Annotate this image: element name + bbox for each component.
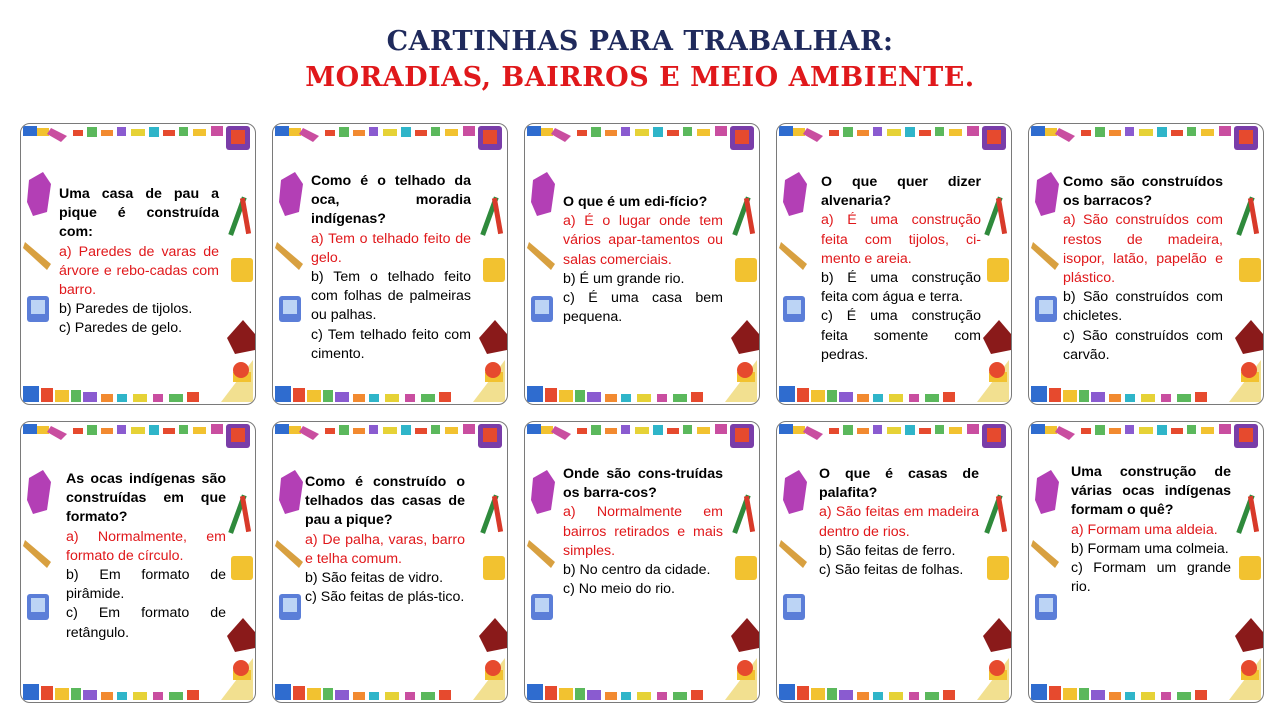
bottom-border-decoration [275,658,505,700]
card-text [66,470,226,643]
quiz-card [524,123,760,405]
card-option: b) São feitas de vidro. [305,570,444,587]
right-border-decoration [731,495,759,676]
top-border-decoration [1031,424,1258,448]
card-text [59,185,219,339]
top-border-decoration [275,126,502,150]
card-option-correct: a) É uma construção feita com tijolos, ci-mento e areia. [821,212,981,267]
right-border-decoration [479,197,507,378]
card-question: Como é construído o telhados das casas de pau a pique? [305,474,465,529]
card-option-correct: a) Tem o telhado feito de gelo. [311,230,471,266]
top-border-decoration [527,424,754,448]
card-option: b) Tem o telhado feito com folhas de palmeiras ou palhas. [311,269,471,324]
top-border-decoration [23,126,250,150]
card-option: c) É uma casa bem pequena. [563,290,723,326]
card-option: b) É uma construção feita com água e terra. [821,270,981,306]
card-option: b) É um grande rio. [563,270,685,287]
card-option-correct: a) Normalmente, em formato de círculo. [66,528,226,564]
left-border-decoration [23,172,51,322]
left-border-decoration [527,470,555,620]
left-border-decoration [1031,172,1059,322]
card-question: O que é casas de palafita? [819,466,979,502]
top-border-decoration [527,126,754,150]
bottom-border-decoration [1031,360,1261,402]
card-text [563,465,723,599]
right-border-decoration [227,495,255,676]
card-option-correct: a) De palha, varas, barro e telha comum. [305,531,465,567]
left-border-decoration [779,172,807,322]
top-border-decoration [23,424,250,448]
card-option: c) São construídos com carvão. [1063,327,1223,363]
bottom-border-decoration [1031,658,1261,700]
card-text [563,193,723,327]
card-question: Uma construção de várias ocas indígenas formam o quê? [1071,464,1231,519]
top-border-decoration [275,424,502,448]
card-option: c) São feitas de folhas. [819,562,964,579]
top-border-decoration [779,424,1006,448]
left-border-decoration [275,172,303,322]
card-question: As ocas indígenas são construídas em que formato? [66,471,226,526]
right-border-decoration [479,495,507,676]
card-option: b) São construídos com chicletes. [1063,289,1223,325]
card-option: b) São feitas de ferro. [819,542,956,559]
card-question: Uma casa de pau a pique é construída com: [59,186,219,241]
quiz-card [272,123,508,405]
card-text [819,465,979,580]
card-option-correct: a) Paredes de varas de árvore e rebo-cadas com barro. [59,243,219,299]
quiz-card [776,421,1012,703]
bottom-border-decoration [275,360,505,402]
quiz-card [1028,421,1264,703]
card-question: O que quer dizer alvenaria? [821,174,981,210]
card-text [311,172,471,364]
right-border-decoration [983,197,1011,378]
card-option: b) No centro da cidade. [563,562,711,579]
card-question: Como são construídos os barracos? [1063,174,1223,210]
bottom-border-decoration [779,658,1009,700]
card-question: O que é um edi-fício? [563,194,708,210]
card-option: c) É uma construção feita somente com pedras. [821,308,981,363]
card-option: c) Em formato de retângulo. [66,605,226,641]
card-text [821,173,981,365]
card-option-correct: a) São construídos com restos de madeira, isopor, latão, papelão e plástico. [1063,212,1223,287]
quiz-card [524,421,760,703]
quiz-card [272,421,508,703]
card-option-correct: a) São feitas em madeira dentro de rios. [819,504,979,540]
card-option: b) Paredes de tijolos. [59,301,193,318]
card-option: c) Paredes de gelo. [59,320,183,337]
title-line-2: MORADIAS, BAIRROS E MEIO AMBIENTE. [305,62,975,93]
card-option: c) No meio do rio. [563,581,675,598]
left-border-decoration [275,470,303,620]
right-border-decoration [983,495,1011,676]
quiz-card [20,421,256,703]
top-border-decoration [1031,126,1258,150]
card-question: Onde são cons-truídas os barra-cos? [563,466,723,502]
left-border-decoration [779,470,807,620]
bottom-border-decoration [527,360,757,402]
bottom-border-decoration [23,658,253,700]
right-border-decoration [1235,495,1263,676]
card-option: c) Tem telhado feito com cimento. [311,326,471,362]
card-text [305,473,465,607]
quiz-card [776,123,1012,405]
left-border-decoration [527,172,555,322]
card-text [1063,173,1223,365]
top-border-decoration [779,126,1006,150]
card-option-correct: a) Normalmente em bairros retirados e mais simples. [563,504,723,559]
right-border-decoration [227,197,255,378]
card-option-correct: a) Formam uma aldeia. [1071,521,1218,538]
card-option: b) Em formato de pirâmide. [66,567,226,603]
quiz-card [20,123,256,405]
bottom-border-decoration [23,360,253,402]
bottom-border-decoration [779,360,1009,402]
title-line-1: CARTINHAS PARA TRABALHAR: [386,26,894,57]
bottom-border-decoration [527,658,757,700]
left-border-decoration [1031,470,1059,620]
card-question: Como é o telhado da oca, moradia indígenas? [311,173,471,228]
quiz-card [1028,123,1264,405]
left-border-decoration [23,470,51,620]
right-border-decoration [1235,197,1263,378]
card-option: c) São feitas de plás-tico. [305,589,465,606]
card-option: b) Formam uma colmeia. [1071,540,1229,557]
right-border-decoration [731,197,759,378]
card-option-correct: a) É o lugar onde tem vários apar-tamentos ou salas comerciais. [563,213,723,268]
card-text [1071,463,1231,597]
card-option: c) Formam um grande rio. [1071,560,1231,596]
